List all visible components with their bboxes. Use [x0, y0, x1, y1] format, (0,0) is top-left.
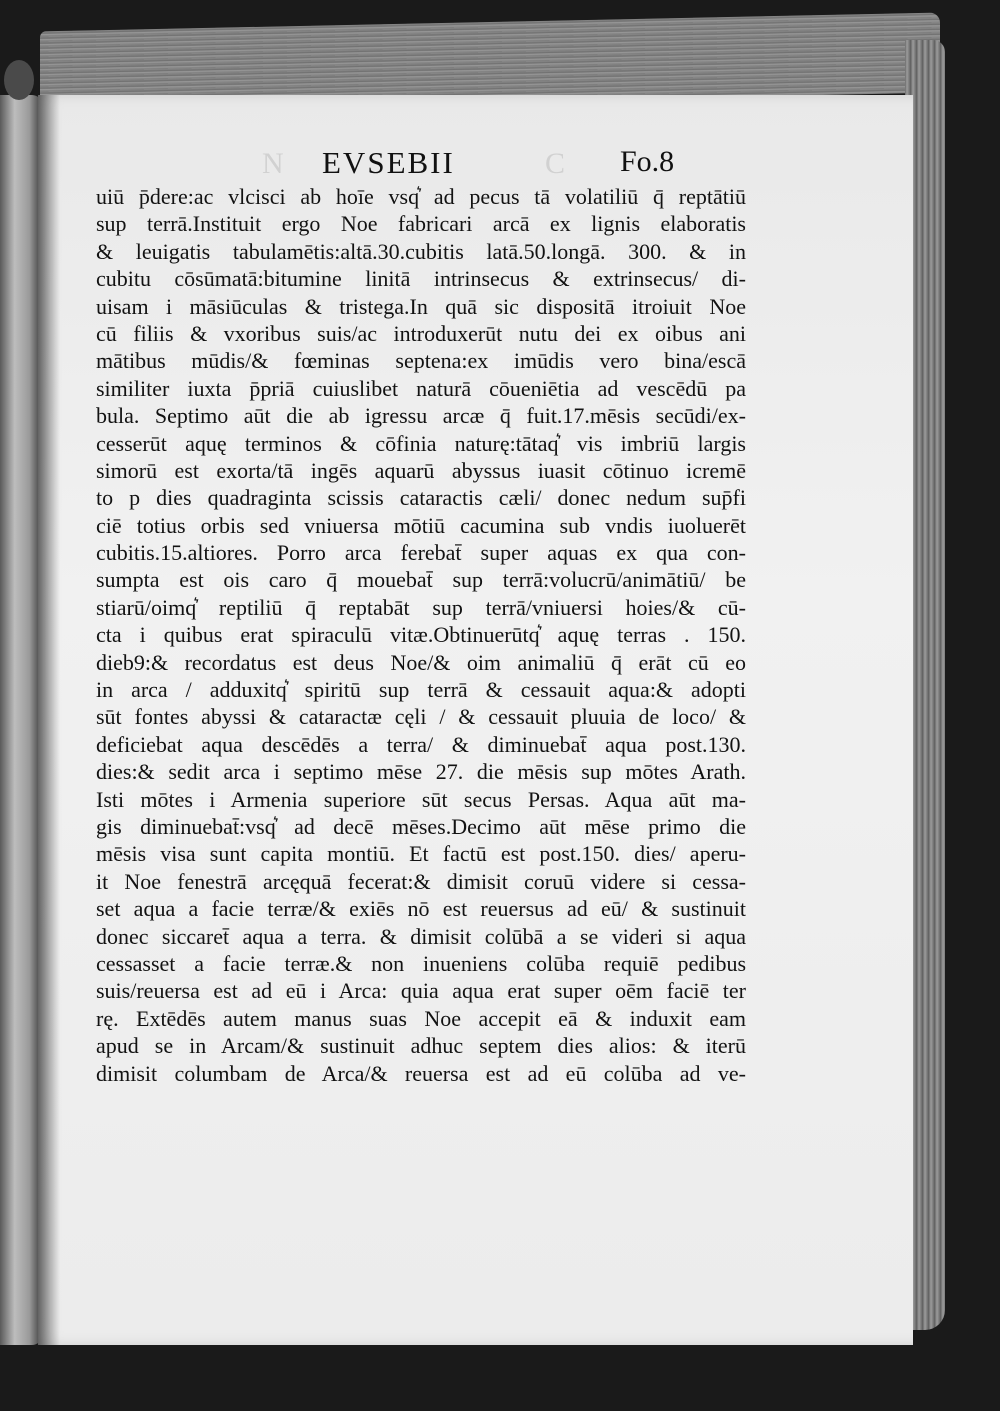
- text-line: sumpta est ois caro q̄ mouebat̄ sup terrā:volucrū/animātiū/ be: [96, 567, 746, 593]
- text-line: sup terrā.Instituit ergo Noe fabricari arcā ex lignis elaboratis: [96, 211, 746, 237]
- text-line: deficiebat aqua descēdēs a terra/ & diminuebat̄ aqua post.130.: [96, 731, 746, 757]
- text-line: cta i quibus erat spiraculū vitæ.Obtinuerūtq͛ aquę terras . 150.: [96, 622, 746, 648]
- text-line: cessasset a facie terræ.& non inueniens colūba requiē pedibus: [96, 950, 746, 976]
- text-line: Isti mōtes i Armenia superiore sūt secus Persas. Aqua aūt ma-: [96, 786, 746, 812]
- text-line: similiter iuxta p̄priā cuiuslibet naturā cōueniētia ad vescēdū pa: [96, 375, 746, 401]
- body-text: [96, 183, 746, 1087]
- text-line: rę. Extēdēs autem manus suas Noe accepit eā & induxit eam: [96, 1005, 746, 1031]
- running-title: EVSEBII: [322, 145, 455, 180]
- text-line: sūt fontes abyssi & cataractæ cęli / & cessauit pluuia de loco/ &: [96, 704, 746, 730]
- text-line: to p dies quadraginta scissis cataractis cæli/ donec nedum sup̄fi: [96, 485, 746, 511]
- folio-number: Fo.8: [620, 145, 675, 178]
- binding-bead: [4, 60, 34, 100]
- text-line: donec siccaret̄ aqua a terra. & dimisit colūbā a se videri si aqua: [96, 923, 746, 949]
- text-line: mātibus mūdis/& fœminas septena:ex imūdis vero bina/escā: [96, 348, 746, 374]
- text-line: apud se in Arcam/& sustinuit adhuc septem dies alios: & iterū: [96, 1033, 746, 1059]
- text-line: mēsis visa sunt capita montiū. Et factū est post.150. dies/ aperu-: [96, 841, 746, 867]
- text-line: ciē totius orbis sed vniuersa mōtiū cacumina sub vndis iuoluerēt: [96, 512, 746, 538]
- text-line: cubitis.15.altiores. Porro arca ferebat̄ super aquas ex qua con-: [96, 540, 746, 566]
- text-line: cesserūt aquę terminos & cōfinia naturę:tātaq͛ vis imbriū largis: [96, 430, 746, 456]
- text-line: in arca / adduxitq͛ spiritū sup terrā & cessauit aqua:& adopti: [96, 677, 746, 703]
- left-page-edge: [0, 95, 42, 1345]
- text-line: cubitu cōsūmatā:bitumine linitā intrinsecus & extrinsecus/ di-: [96, 266, 746, 292]
- text-line: stiarū/oimq͛ reptiliū q̄ reptabāt sup terrā/vniuersi hoies/& cū-: [96, 594, 746, 620]
- text-line: it Noe fenestrā arcęquā fecerat:& dimisit coruū videre si cessa-: [96, 868, 746, 894]
- text-line: cū filiis & vxoribus suis/ac introduxerūt nutu dei ex oibus ani: [96, 320, 746, 346]
- show-through-letters-left: N: [262, 147, 286, 180]
- text-line: dimisit columbam de Arca/& reuersa est ad eū colūba ad ve-: [96, 1060, 746, 1086]
- text-line: dies:& sedit arca i septimo mēse 27. die mēsis sup mōtes Arath.: [96, 759, 746, 785]
- text-line: uiū p̄dere:ac vlcisci ab hoīe vsq͛ ad pecus tā volatiliū q̄ reptātiū: [96, 184, 746, 209]
- text-line: set aqua a facie terræ/& exiēs nō est reuersus ad eū/ & sustinuit: [96, 896, 746, 922]
- gutter-shadow: [38, 95, 60, 1345]
- running-header: [0, 145, 1000, 185]
- show-through-letters-right: C: [545, 147, 568, 180]
- text-line: gis diminuebat̄:vsq͛ ad decē mēses.Decimo aūt mēse primo die: [96, 813, 746, 839]
- text-line: & leuigatis tabulamētis:altā.30.cubitis latā.50.longā. 300. & in: [96, 238, 746, 264]
- text-line: bula. Septimo aūt die ab igressu arcæ q̄ fuit.17.mēsis secūdi/ex-: [96, 403, 746, 429]
- text-line: uisam i māsiūculas & tristega.In quā sic dispositā itroiuit Noe: [96, 293, 746, 319]
- text-line: dieb9:& recordatus est deus Noe/& oim animaliū q̄ erāt cū eo: [96, 649, 746, 675]
- text-line: suis/reuersa est ad eū i Arca: quia aqua erat super oēm faciē ter: [96, 978, 746, 1004]
- text-line: simorū est exorta/tā ingēs aquarū abyssus iuasit cōtinuo icremē: [96, 457, 746, 483]
